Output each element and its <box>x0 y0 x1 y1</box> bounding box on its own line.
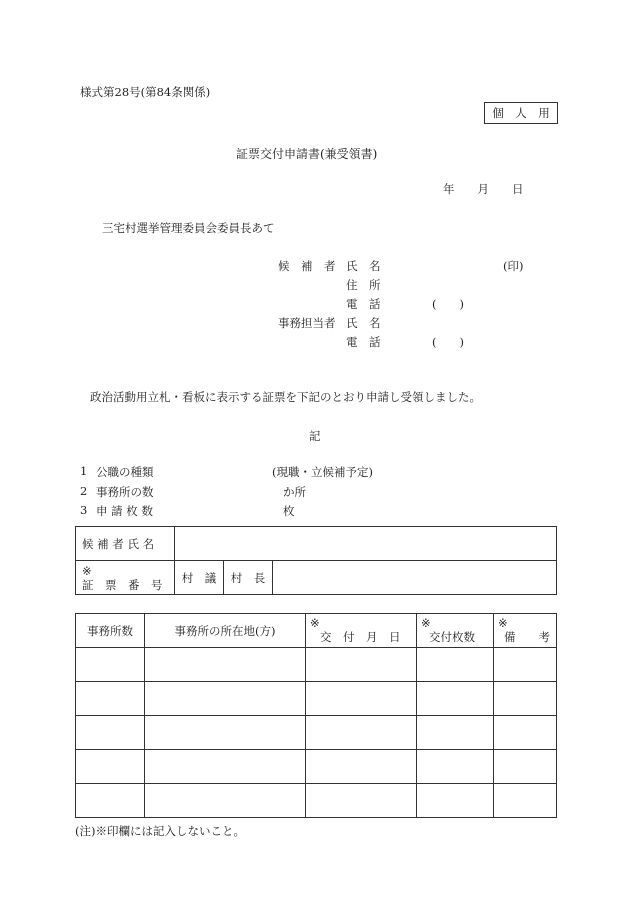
mark-icon: ※ <box>498 616 508 630</box>
village-council-label: 村 議 <box>181 570 217 585</box>
table-row <box>76 716 557 750</box>
mark-icon: ※ <box>82 563 92 578</box>
candidate-table <box>75 526 557 595</box>
date-line: 年 月 日 <box>443 182 524 196</box>
delivery-date-header: 交 付 月 日 <box>320 630 401 644</box>
village-mayor-label: 村 長 <box>230 570 266 585</box>
personal-use-box <box>484 102 558 124</box>
remarks-cell[interactable] <box>494 750 557 784</box>
office-location-cell[interactable] <box>145 716 306 750</box>
candidate-name-cell <box>76 527 175 561</box>
table-row <box>76 648 557 682</box>
remarks-cell[interactable] <box>494 648 557 682</box>
office-location-cell[interactable] <box>145 784 306 818</box>
office-count-cell[interactable] <box>76 716 145 750</box>
item-2-label: 事務所の数 <box>96 485 154 499</box>
candidate-label: 候 補 者 <box>278 259 336 273</box>
office-count-cell[interactable] <box>76 750 145 784</box>
header-delivered-count <box>417 614 494 648</box>
manager-phone-label: 電 話 <box>346 335 381 349</box>
candidate-name-input[interactable] <box>175 527 557 561</box>
delivered-count-header: 交付枚数 <box>429 630 475 644</box>
delivered-count-cell[interactable] <box>417 750 494 784</box>
personal-use-label: 個 人 用 <box>492 106 550 120</box>
form-number: 様式第28号(第84条関係) <box>80 85 211 99</box>
mark-icon: ※ <box>421 616 431 630</box>
item-3-number: 3 <box>80 503 88 517</box>
office-location-cell[interactable] <box>145 750 306 784</box>
office-count-header: 事務所数 <box>87 623 133 638</box>
seal-mark: (印) <box>503 259 524 273</box>
item-2-value: か所 <box>283 485 306 499</box>
remarks-header: 備 考 <box>504 630 550 644</box>
candidate-name-header: 候 補 者 氏 名 <box>82 536 155 551</box>
table-row <box>76 682 557 716</box>
item-2-number: 2 <box>80 484 88 498</box>
addressee: 三宅村選挙管理委員会委員長あて <box>102 221 275 235</box>
table-row <box>76 784 557 818</box>
delivered-count-cell[interactable] <box>417 716 494 750</box>
item-1-number: 1 <box>80 464 88 478</box>
remarks-cell[interactable] <box>494 682 557 716</box>
village-mayor-cell[interactable] <box>224 561 273 595</box>
manager-name-label: 氏 名 <box>346 316 381 330</box>
item-3-value: 枚 <box>283 504 295 518</box>
remarks-cell[interactable] <box>494 716 557 750</box>
item-3-label: 申 請 枚 数 <box>96 504 153 518</box>
office-location-header: 事務所の所在地(方) <box>174 623 276 638</box>
village-council-cell[interactable] <box>175 561 224 595</box>
document-title: 証票交付申請書(兼受領書) <box>236 147 378 161</box>
delivered-count-cell[interactable] <box>417 682 494 716</box>
mark-icon: ※ <box>310 616 320 630</box>
delivery-date-cell[interactable] <box>306 784 417 818</box>
delivered-count-cell[interactable] <box>417 648 494 682</box>
header-delivery-date <box>306 614 417 648</box>
header-office-count <box>76 614 145 648</box>
office-count-cell[interactable] <box>76 648 145 682</box>
ki-heading: 記 <box>309 429 321 443</box>
office-table <box>75 613 557 818</box>
phone-label: 電 話 <box>346 297 381 311</box>
office-count-cell[interactable] <box>76 784 145 818</box>
header-remarks <box>494 614 557 648</box>
delivery-date-cell[interactable] <box>306 682 417 716</box>
delivery-date-cell[interactable] <box>306 750 417 784</box>
delivery-date-cell[interactable] <box>306 716 417 750</box>
cert-number-header: 証 票 番 号 <box>82 577 163 592</box>
address-label: 住 所 <box>346 278 381 292</box>
cert-number-cell <box>76 561 175 595</box>
remarks-cell[interactable] <box>494 784 557 818</box>
office-location-cell[interactable] <box>145 682 306 716</box>
statement: 政治活動用立札・看板に表示する証票を下記のとおり申請し受領しました。 <box>90 390 481 404</box>
item-1-label: 公職の種類 <box>96 465 154 479</box>
footnote: (注)※印欄には記入しないこと。 <box>75 824 245 838</box>
manager-phone-parentheses: ( ) <box>432 335 464 349</box>
office-count-cell[interactable] <box>76 682 145 716</box>
delivered-count-cell[interactable] <box>417 784 494 818</box>
table-row <box>76 750 557 784</box>
cert-number-input[interactable] <box>273 561 557 595</box>
header-office-location <box>145 614 306 648</box>
manager-label: 事務担当者 <box>278 316 336 330</box>
item-1-value: (現職・立候補予定) <box>272 465 373 479</box>
delivery-date-cell[interactable] <box>306 648 417 682</box>
office-location-cell[interactable] <box>145 648 306 682</box>
phone-parentheses: ( ) <box>432 297 464 311</box>
candidate-name-label: 氏 名 <box>346 259 381 273</box>
